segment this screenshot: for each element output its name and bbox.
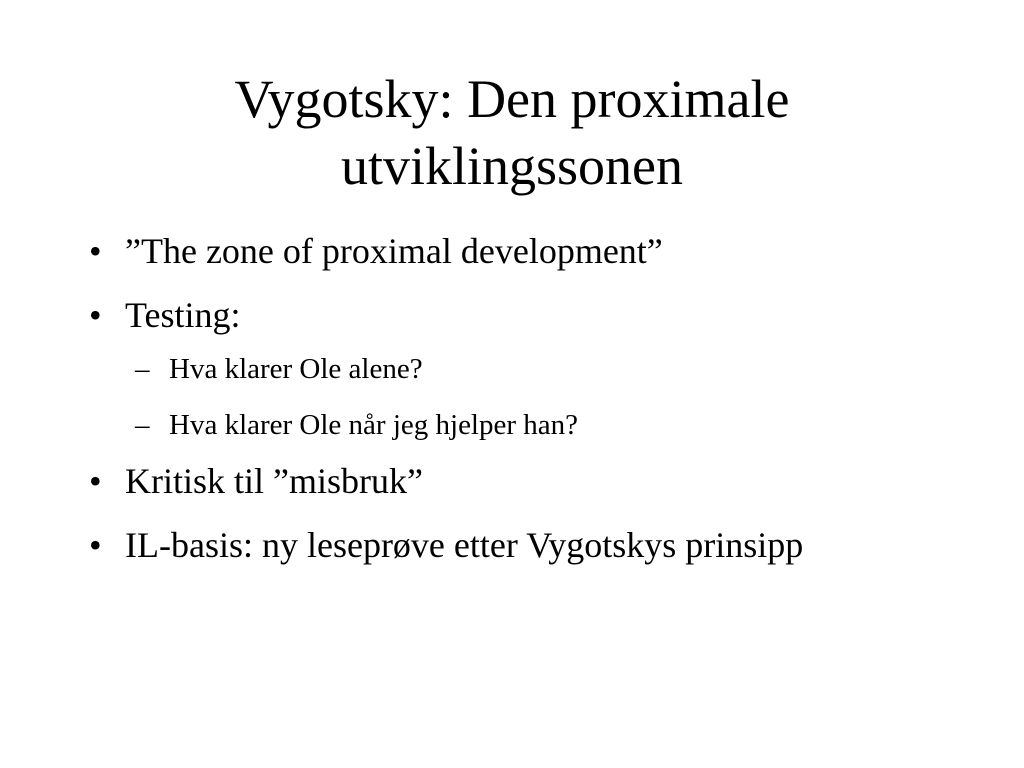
slide-title: [112, 66, 912, 200]
sub-item-alone: [78, 352, 878, 386]
bullet-item-zone: [78, 230, 878, 272]
bullet-item-testing: [78, 294, 878, 336]
bullet-icon: •: [89, 525, 102, 565]
bullet-icon: •: [89, 295, 102, 335]
bullet-item-critical: [78, 460, 878, 502]
bullet-item-il-basis: [78, 524, 878, 566]
sub-item-text: Hva klarer Ole alene?: [169, 353, 423, 385]
bullet-icon: •: [89, 231, 102, 271]
bullet-text: IL-basis: ny leseprøve etter Vygotskys prinsipp: [125, 525, 804, 565]
bullet-text: Kritisk til ”misbruk”: [125, 461, 423, 501]
sub-item-with-help: [78, 408, 878, 442]
dash-icon: –: [135, 353, 150, 385]
bullet-list: [78, 230, 878, 588]
bullet-text: Testing:: [125, 295, 241, 335]
title-line-1: Vygotsky: Den proximale: [234, 69, 790, 129]
sub-item-text: Hva klarer Ole når jeg hjelper han?: [169, 409, 579, 441]
bullet-text: ”The zone of proximal development”: [125, 231, 663, 271]
dash-icon: –: [135, 409, 150, 441]
bullet-icon: •: [89, 461, 102, 501]
title-line-2: utviklingssonen: [340, 136, 683, 196]
